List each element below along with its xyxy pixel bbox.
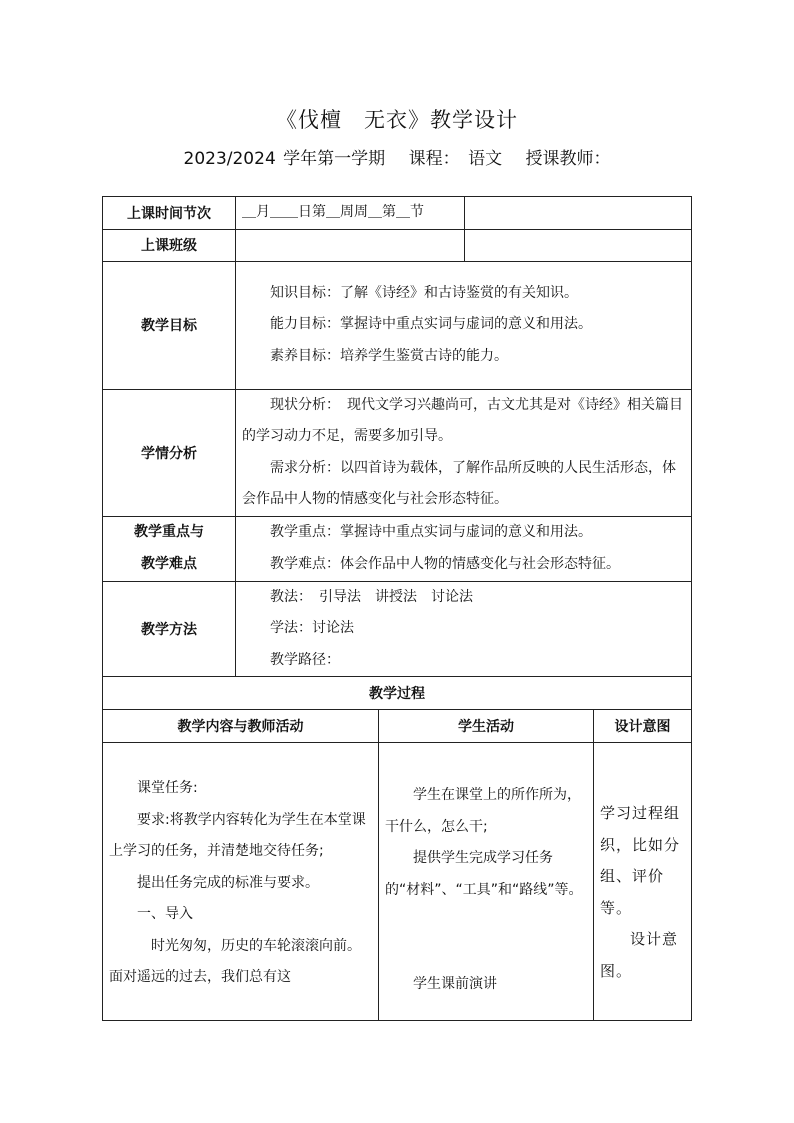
- time-extra-cell: [465, 197, 692, 230]
- lesson-plan-table: [102, 196, 692, 1021]
- process-content-row: [103, 743, 692, 1021]
- time-label: 上课时间节次: [103, 197, 236, 230]
- key-row: [103, 516, 692, 581]
- key-difficulty: 教学难点：体会作品中人物的情感变化与社会形态特征。: [270, 555, 620, 572]
- key-content: [236, 516, 692, 581]
- intent-organization: 学习过程组织，比如分组、评价等。: [600, 804, 681, 917]
- class-row: [103, 229, 692, 261]
- goal-literacy: 素养目标：培养学生鉴赏古诗的能力。: [270, 347, 508, 364]
- course-label: 课程： 语文: [408, 149, 503, 169]
- method-teaching: 教法： 引导法 讲授法 讨论法: [270, 588, 473, 605]
- task-requirement: 要求:将教学内容转化为学生在本堂课上学习的任务，并清楚地交待任务;: [109, 811, 366, 859]
- class-label: 上课班级: [103, 229, 236, 261]
- intro-text: 时光匆匆，历史的车轮滚滚向前。面对遥远的过去，我们总有这: [109, 937, 361, 985]
- process-title-row: [103, 677, 692, 710]
- key-label-line-1: 教学重点与: [134, 524, 204, 540]
- key-label: [103, 516, 236, 581]
- student-speech: 学生课前演讲: [413, 976, 497, 992]
- goals-content: [236, 261, 692, 389]
- analysis-needs: 需求分析：以四首诗为载体，了解作品所反映的人民生活形态，体会作品中人物的情感变化与社会形态特征。: [242, 459, 676, 507]
- analysis-current: 现状分析： 现代文学习兴趣尚可，古文尤其是对《诗经》相关篇目的学习动力不足，需要多加引导。: [242, 396, 683, 444]
- analysis-content: [236, 389, 692, 516]
- method-path: 教学路径：: [270, 651, 340, 668]
- process-title: 教学过程: [103, 677, 692, 710]
- design-intent-cell: [594, 743, 692, 1021]
- col-intent-header: 设计意图: [594, 710, 692, 743]
- method-row: [103, 581, 692, 677]
- teacher-activity-cell: [103, 743, 379, 1021]
- analysis-label: 学情分析: [103, 389, 236, 516]
- goals-label: 教学目标: [103, 261, 236, 389]
- process-header-row: [103, 710, 692, 743]
- goal-ability: 能力目标：掌握诗中重点实词与虚词的意义和用法。: [270, 316, 592, 333]
- document-title: 《伐檀 无衣》教学设计: [276, 108, 518, 132]
- analysis-row: [103, 389, 692, 516]
- task-heading: 课堂任务:: [137, 780, 198, 796]
- document-subtitle: [0, 144, 794, 169]
- key-label-line-2: 教学难点: [141, 555, 197, 572]
- col-teacher-header: 教学内容与教师活动: [103, 710, 379, 743]
- school-year: 2023/2024 学年第一学期: [183, 149, 386, 169]
- method-label: 教学方法: [103, 581, 236, 677]
- class-value: [236, 229, 465, 261]
- section-intro-heading: 一、导入: [137, 906, 193, 922]
- time-row: [103, 197, 692, 230]
- goal-knowledge: 知识目标：了解《诗经》和古诗鉴赏的有关知识。: [270, 284, 578, 301]
- method-learning: 学法：讨论法: [270, 620, 354, 636]
- col-student-header: 学生活动: [379, 710, 594, 743]
- goals-row: [103, 261, 692, 389]
- student-behavior: 学生在课堂上的所作所为，干什么，怎么干;: [385, 787, 581, 835]
- time-value: ＿月＿＿日第＿周周＿第＿节: [236, 197, 465, 230]
- method-content: [236, 581, 692, 677]
- class-extra-cell: [465, 229, 692, 261]
- student-activity-cell: [379, 743, 594, 1021]
- task-standard: 提出任务完成的标准与要求。: [137, 874, 319, 891]
- teacher-label: 授课教师：: [525, 149, 611, 169]
- intent-design: 设计意图。: [600, 930, 679, 980]
- key-focus: 教学重点：掌握诗中重点实词与虚词的意义和用法。: [270, 524, 592, 540]
- student-materials: 提供学生完成学习任务的“材料”、“工具”和“路线”等。: [385, 850, 583, 898]
